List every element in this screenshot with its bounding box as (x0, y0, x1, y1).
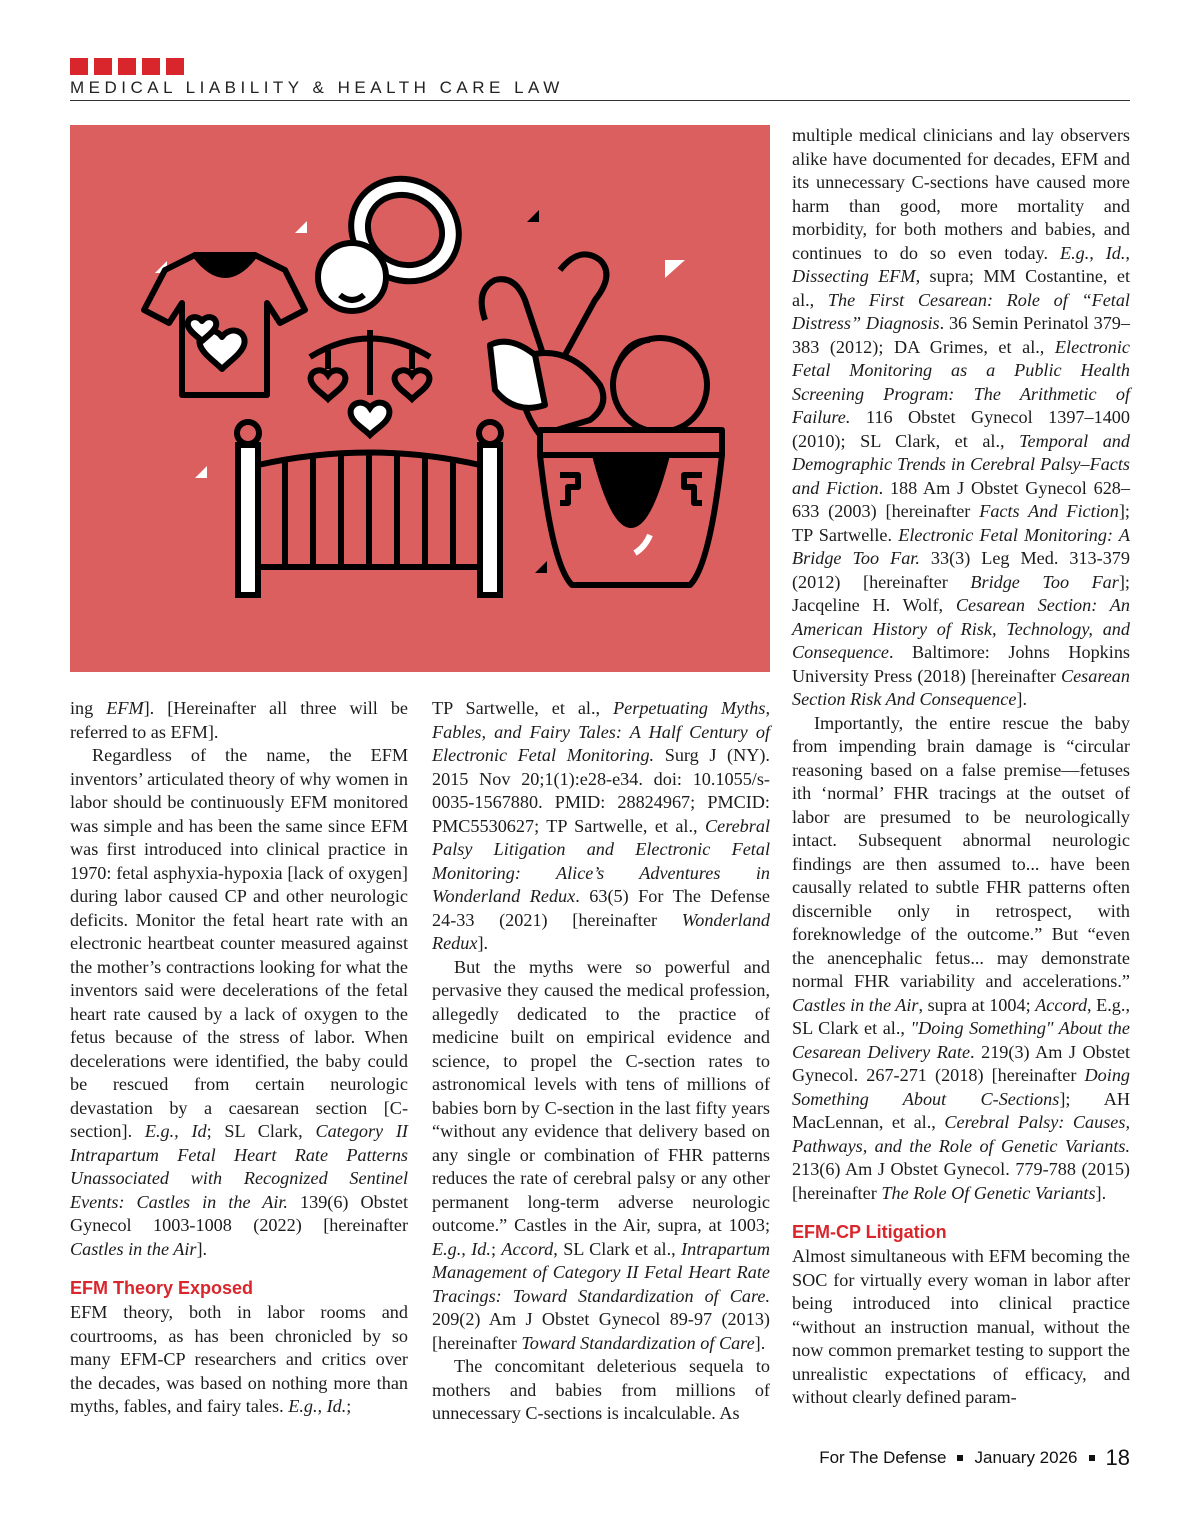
header-square (70, 58, 88, 75)
text-run: ]. (1095, 1182, 1107, 1203)
italic-text: Category II Intrapartum Fetal Heart Rate Patterns Unassociated with Recognized Sentinel Events: Castles in the Air. (70, 1121, 408, 1212)
italic-text: The Role Of Genetic Variants (881, 1182, 1096, 1203)
header-square (166, 58, 184, 75)
text-run: Importantly, the entire rescue the baby from impending brain damage is “circular reasoning based on a false premise—fetuses ith ‘normal’ FHR tracings at the outset of labor are presumed to be neurologically intact. Subsequent abnormal neurologic findings are then assumed to... have been causally related to subtle FHR patterns often discernible only in retrospect, with foreknowledge of the outcome.” But “even the anencephalic fetus... may demonstrate normal FHR variability and accelerations.” (792, 712, 1130, 991)
italic-text: Accord (1035, 994, 1088, 1015)
text-run: 213(6) Am J Obstet Gynecol. 779-788 (2015) [hereinafter (792, 1159, 1130, 1203)
text-run: , SL Clark et al., (553, 1238, 682, 1259)
text-run: , E.g., SL Clark et al., (792, 994, 1130, 1038)
diaper-icon (540, 430, 722, 585)
column-middle (432, 697, 770, 1426)
italic-text: Electronic Fetal Monitoring: A Bridge Too Far. (792, 524, 1131, 568)
page-number: 18 (1105, 1445, 1130, 1470)
text-run: But the myths were so powerful and pervasive they caused the medical profession, allegedly dedicated to the practice of medicine built on empirical evidence and science, to propel the C-section rates to astronomical levels with tens of millions of babies born by C-section in the last fifty years “without any evidence that delivery based on any single or combination of FHR patterns reduces the rate of cerebral palsy or any other permanent long-term adverse neurologic outcome.” Castles in the Air, supra, at 1003; (432, 956, 770, 1235)
header-square (142, 58, 160, 75)
italic-text: Facts And Fiction (979, 501, 1119, 521)
footer-bullet (1089, 1455, 1095, 1461)
publication-name: For The Defense (819, 1448, 947, 1467)
italic-text: Castles in the Air (792, 994, 919, 1015)
italic-text: Cesarean Section: An American History of Risk, Technology, and Consequence (792, 595, 1130, 662)
text-run: EFM theory, both in labor rooms and courtrooms, as has been chronicled by so many EFM-CP researchers and critics over the decades, was based on nothing more than myths, fables, and fairy tales. (70, 1302, 408, 1416)
text-run: ; (490, 1238, 502, 1259)
paragraph (70, 744, 408, 1261)
italic-text: Accord (501, 1238, 554, 1259)
text-run: ]. (754, 1332, 766, 1353)
italic-text: Perpetuating Myths, Fables, and Fairy Tales: A Half Century of Electronic Fetal Monitoring. (432, 698, 770, 765)
column-left (70, 697, 408, 1419)
paragraph (70, 697, 408, 744)
italic-text: E.g., Id. (432, 1238, 491, 1259)
section-heading: EFM Theory Exposed (70, 1278, 254, 1298)
header-squares (70, 58, 184, 75)
text-run: , supra; MM Costantine, et al., (792, 266, 1130, 310)
text-run: Regardless of the name, the EFM inventors’ articulated theory of why women in labor should be continuously EFM monitored was simple and has been the same since EFM was first introduced into clinical practice in 1970: fetal asphyxia-hypoxia [lack of oxygen] during labor caused CP and other neurologic deficits. Monitor the fetal heart rate with an electronic heartbeat counter measured against the mother’s contractions looking for what the inventors said were decelerations of the fetal heart rate caused by a lack of oxygen to the fetus because of the stress of labor. When decelerations were identified, the baby could be rescued from certain neurologic devastation by a caesarean section [C-section]. (70, 745, 408, 1141)
text-run: multiple medical clinicians and lay observers alike have documented for decades, EFM and its unnecessary C-sections have caused more harm than good, more mortality and morbidity, for both mothers and babies, and continues to do so even today. (792, 125, 1130, 263)
text-run: Surg J (NY). 2015 Nov 20;1(1):e28-e34. doi: 10.1055/s-0035-1567880. PMID: 28824967; PMCID: PMC5530627; TP Sartwelle, et al., (432, 745, 770, 836)
text-run: Almost simultaneous with EFM becoming the SOC for virtually every woman in labor after being introduced into clinical practice “without an instruction manual, without the now common premarket testing to support the unrealistic expectations of efficacy, and without clearly defined param- (792, 1246, 1130, 1407)
italic-text: Cerebral Palsy Litigation and Electronic Fetal Monitoring: Alice’s Adventures in Wonderland Redux (432, 815, 770, 906)
italic-text: E.g., Id., Dissecting EFM (792, 242, 1130, 286)
text-run: . 219(3) Am J Obstet Gynecol. 267-271 (2018) [hereinafter (792, 1041, 1130, 1085)
text-run: ; (346, 1396, 352, 1416)
italic-text: "Doing Something" About the Cesarean Delivery Rate (792, 1018, 1130, 1062)
text-run: . Baltimore: Johns Hopkins University Press (2018) [hereinafter (792, 642, 1130, 686)
paragraph (432, 1355, 770, 1426)
italic-text: E.g., Id. (288, 1396, 347, 1416)
text-run: ]; Jacqeline H. Wolf, (792, 571, 1130, 615)
text-run: 116 Obstet Gynecol 1397–1400 (2010); SL Clark, et al., (792, 407, 1130, 451)
text-run: 209(2) Am J Obstet Gynecol 89-97 (2013) [hereinafter (432, 1309, 770, 1353)
italic-text: EFM (106, 698, 144, 718)
text-run: ]. [Hereinafter all three will be referred to as EFM]. (70, 698, 408, 742)
column-right (792, 124, 1130, 1410)
text-run: The concomitant deleterious sequela to mothers and babies from millions of unnecessary C-sections is incalculable. As (432, 1356, 770, 1423)
text-run: ]. (1016, 689, 1028, 709)
italic-text: Temporal and Demographic Trends in Cerebral Palsy–Facts and Fiction (792, 430, 1130, 498)
italic-text: Doing Something About C-Sections (792, 1065, 1130, 1109)
footer-bullet (957, 1455, 963, 1461)
italic-text: Castles in the Air (70, 1238, 197, 1259)
text-run: . 188 Am J Obstet Gynecol 628–633 (2003) [hereinafter (792, 477, 1130, 521)
page-footer (819, 1445, 1130, 1471)
italic-text: Bridge Too Far (970, 571, 1119, 592)
paragraph (792, 1245, 1130, 1410)
italic-text: Toward Standardization of Care (521, 1332, 755, 1353)
paragraph (792, 124, 1130, 712)
italic-text: Electronic Fetal Monitoring as a Public Health Screening Program: The Arithmetic of Failure. (792, 336, 1130, 427)
text-run: 139(6) Obstet Gynecol 1003-1008 (2022) [hereinafter (70, 1191, 408, 1235)
text-run: . 63(5) For The Defense 24-33 (2021) [hereinafter (432, 886, 770, 930)
text-run: ing (70, 698, 107, 718)
paragraph (432, 697, 770, 956)
text-run: , supra at 1004; (918, 994, 1036, 1015)
issue-date: January 2026 (974, 1448, 1078, 1467)
section-heading: EFM-CP Litigation (792, 1222, 947, 1242)
baby-illustration (70, 125, 770, 672)
header-square (94, 58, 112, 75)
italic-text: Wonderland Redux (432, 909, 770, 953)
text-run: ; SL Clark, (206, 1121, 316, 1141)
paragraph (70, 1301, 408, 1419)
header-square (118, 58, 136, 75)
italic-text: E.g., Id (144, 1121, 207, 1141)
italic-text: Cerebral Palsy: Causes, Pathways, and the Role of Genetic Variants. (792, 1112, 1130, 1156)
section-title: MEDICAL LIABILITY & HEALTH CARE LAW (70, 78, 1130, 101)
text-run: ]; TP Sartwelle. (792, 501, 1130, 545)
paragraph (432, 956, 770, 1356)
italic-text: Intrapartum Management of Category II Fetal Heart Rate Tracings: Toward Standardization of Care. (432, 1238, 770, 1306)
text-run: TP Sartwelle, et al., (432, 698, 614, 718)
text-run: ]. (477, 933, 489, 953)
paragraph (792, 712, 1130, 1206)
italic-text: The First Cesarean: Role of “Fetal Distress” Diagnosis (792, 289, 1130, 333)
text-run: . 36 Semin Perinatol 379–383 (2012); DA Grimes, et al., (792, 313, 1130, 357)
text-run: ]; AH MacLennan, et al., (792, 1088, 1130, 1132)
text-run: ]. (196, 1238, 208, 1259)
italic-text: Cesarean Section Risk And Consequence (792, 665, 1130, 709)
text-run: 33(3) Leg Med. 313-379 (2012) [hereinafter (792, 548, 1130, 592)
